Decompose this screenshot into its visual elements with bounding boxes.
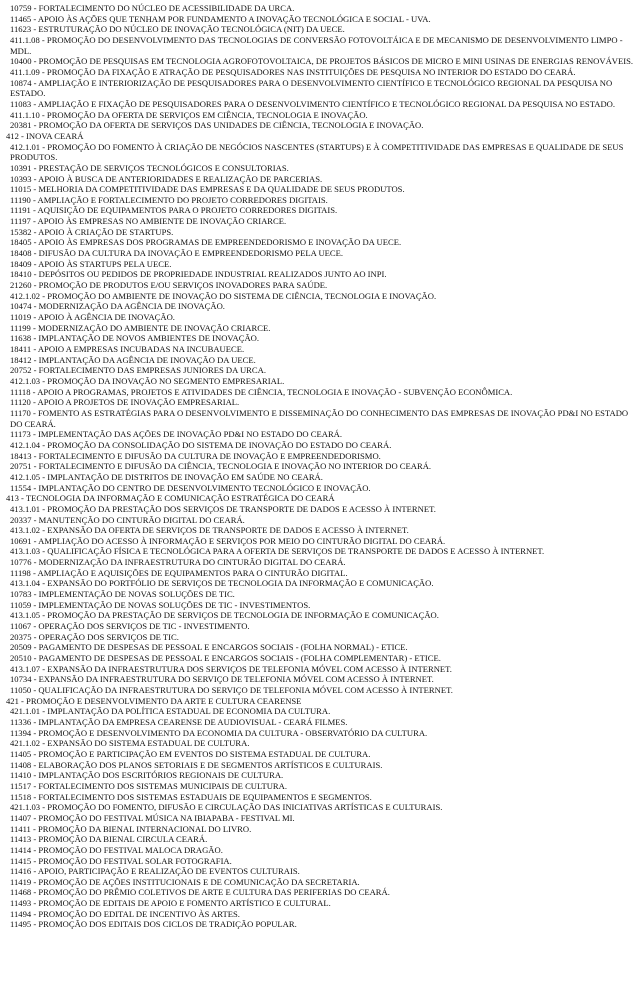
budget-line-item: 11517 - FORTALECIMENTO DOS SISTEMAS MUNICIPAIS DE CULTURA. <box>10 780 288 791</box>
budget-line-item: 413.1.04 - EXPANSÃO DO PORTFÓLIO DE SERVIÇOS DE TECNOLOGIA DA INFORMAÇÃO E COMUNICAÇÃO. <box>10 578 434 589</box>
budget-line-item: 21260 - PROMOÇÃO DE PRODUTOS E/OU SERVIÇOS INOVADORES PARA SAÚDE. <box>10 280 328 291</box>
budget-line-item: 11394 - PROMOÇÃO E DESENVOLVIMENTO DA ECONOMIA DA CULTURA - OBSERVATÓRIO DA CULTURA. <box>10 727 428 738</box>
budget-line-item: 11197 - APOIO ÀS EMPRESAS NO AMBIENTE DE INOVAÇÃO CRIARCE. <box>10 216 287 227</box>
budget-line-item: 18413 - FORTALECIMENTO E DIFUSÃO DA CULTURA DE INOVAÇÃO E EMPREENDEDORISMO. <box>10 450 381 461</box>
budget-line-item: 10874 - AMPLIAÇÃO E INTERIORIZAÇÃO DE PESQUISADORES PARA O DESENVOLVIMENTO CIENTÍFICO E TECNOLÓGICO REGIONAL DA PESQUISA NO ESTADO. <box>10 77 613 99</box>
budget-line-item: 11199 - MODERNIZAÇÃO DO AMBIENTE DE INOVAÇÃO CRIARCE. <box>10 322 271 333</box>
budget-line-item: 11059 - IMPLEMENTAÇÃO DE NOVAS SOLUÇÕES DE TIC - INVESTIMENTOS. <box>10 599 311 610</box>
budget-line-item: 20337 - MANUTENÇÃO DO CINTURÃO DIGITAL DO CEARÁ. <box>10 514 245 525</box>
budget-line-item: 10691 - AMPLIAÇÃO DO ACESSO À INFORMAÇÃO E SERVIÇOS POR MEIO DO CINTURÃO DIGITAL DO CEARÁ. <box>10 535 446 546</box>
budget-line-item: 11638 - IMPLANTAÇÃO DE NOVOS AMBIENTES DE INOVAÇÃO. <box>10 333 260 344</box>
budget-line-item: 18411 - APOIO A EMPRESAS INCUBADAS NA INCUBAUECE. <box>10 344 245 354</box>
budget-line-item: 10474 - MODERNIZAÇÃO DA AGÊNCIA DE INOVAÇÃO. <box>10 301 225 312</box>
budget-line-item: 11120 - APOIO A PROJETOS DE INOVAÇÃO EMPRESARIAL. <box>10 397 240 408</box>
budget-line-item: 20752 - FORTALECIMENTO DAS EMPRESAS JUNIORES DA URCA. <box>10 365 266 376</box>
budget-line-item: 421.1.01 - IMPLANTAÇÃO DA POLÍTICA ESTADUAL DE ECONOMIA DA CULTURA. <box>10 706 331 717</box>
budget-line-item: 11015 - MELHORIA DA COMPETITIVIDADE DAS EMPRESAS E DA QUALIDADE DE SEUS PRODUTOS. <box>10 184 405 195</box>
budget-line-item: 11495 - PROMOÇÃO DOS EDITAIS DOS CICLOS DE TRADIÇÃO POPULAR. <box>10 919 297 930</box>
program-heading: 412 - INOVA CEARÁ <box>6 130 84 141</box>
budget-line-item: 10734 - EXPANSÃO DA INFRAESTRUTURA DO SERVIÇO DE TELEFONIA MÓVEL COM ACESSO À INTERNET. <box>10 674 434 685</box>
budget-line-item: 11118 - APOIO A PROGRAMAS, PROJETOS E ATIVIDADES DE CIÊNCIA, TECNOLOGIA E INOVAÇÃO - SUBVENÇÃO ECONÔMICA. <box>10 386 513 397</box>
budget-line-item: 11170 - FOMENTO AS ESTRATÉGIAS PARA O DESENVOLVIMENTO E DISSEMINAÇÃO DO CONHECIMENTO DAS EMPRESAS DE INOVAÇÃO PD&I NO ESTADO DO CEARÁ. <box>10 407 629 429</box>
budget-line-item: 412.1.02 - PROMOÇÃO DO AMBIENTE DE INOVAÇÃO DO SISTEMA DE CIÊNCIA, TECNOLOGIA E INOVAÇÃO. <box>10 290 437 301</box>
budget-line-item: 412.1.01 - PROMOÇÃO DO FOMENTO À CRIAÇÃO DE NEGÓCIOS NASCENTES (STARTUPS) E À COMPETITIVIDADE DAS EMPRESAS E QUALIDADE DE SEUS PRODUTOS. <box>10 141 624 163</box>
budget-line-item: 11419 - PROMOÇÃO DE AÇÕES INSTITUCIONAIS E DE COMUNICAÇÃO DA SECRETARIA. <box>10 876 360 887</box>
budget-line-item: 11190 - AMPLIAÇÃO E FORTALECIMENTO DO PROJETO CORREDORES DIGITAIS. <box>10 194 328 205</box>
budget-line-item: 11465 - APOIO ÀS AÇÕES QUE TENHAM POR FUNDAMENTO A INOVAÇÃO TECNOLÓGICA E SOCIAL - UVA. <box>10 13 431 24</box>
budget-line-item: 18405 - APOIO ÀS EMPRESAS DOS PROGRAMAS DE EMPREENDEDORISMO E INOVAÇÃO DA UECE. <box>10 237 402 248</box>
budget-line-item: 20751 - FORTALECIMENTO E DIFUSÃO DA CIÊNCIA, TECNOLOGIA E INOVAÇÃO NO INTERIOR DO CEARÁ. <box>10 461 432 472</box>
budget-line-item: 413.1.07 - EXPANSÃO DA INFRAESTRUTURA DOS SERVIÇOS DE TELEFONIA MÓVEL COM ACESSO À INTERNET. <box>10 663 452 674</box>
budget-line-item: 11050 - QUALIFICAÇÃO DA INFRAESTRUTURA DO SERVIÇO DE TELEFONIA MÓVEL COM ACESSO À INTERNET. <box>10 685 453 695</box>
budget-line-item: 20510 - PAGAMENTO DE DESPESAS DE PESSOAL E ENCARGOS SOCIAIS - (FOLHA COMPLEMENTAR) - ETICE. <box>10 653 441 664</box>
budget-line-item: 11067 - OPERAÇÃO DOS SERVIÇOS DE TIC - INVESTIMENTO. <box>10 621 250 632</box>
budget-line-item: 10393 - APOIO À BUSCA DE ANTERIORIDADES E REALIZAÇÃO DE PARCERIAS. <box>10 173 323 184</box>
budget-line-item: 411.1.08 - PROMOÇÃO DO DESENVOLVIMENTO DAS TECNOLOGIAS DE CONVERSÃO FOTOVOLTÁICA E DE MECANISMO DE DESENVOLVIMENTO LIMPO - MDL. <box>10 34 623 56</box>
budget-line-item: 11413 - PROMOÇÃO DA BIENAL CIRCULA CEARÁ. <box>10 834 208 845</box>
budget-line-item: 11191 - AQUISIÇÃO DE EQUIPAMENTOS PARA O PROJETO CORREDORES DIGITAIS. <box>10 205 338 216</box>
budget-line-item: 11554 - IMPLANTAÇÃO DO CENTRO DE DESENVOLVIMENTO TECNOLÓGICO E INOVAÇÃO. <box>10 482 371 493</box>
budget-line-item: 412.1.05 - IMPLANTAÇÃO DE DISTRITOS DE INOVAÇÃO EM SAÚDE NO CEARÁ. <box>10 471 323 482</box>
budget-line-item: 412.1.04 - PROMOÇÃO DA CONSOLIDAÇÃO DO SISTEMA DE INOVAÇÃO DO ESTADO DO CEARÁ. <box>10 439 392 450</box>
budget-line-item: 413.1.01 - PROMOÇÃO DA PRESTAÇÃO DOS SERVIÇOS DE TRANSPORTE DE DADOS E ACESSO À INTERNET. <box>10 503 436 514</box>
budget-line-item: 18409 - APOIO ÀS STARTUPS PELA UECE. <box>10 258 172 269</box>
budget-line-item: 11336 - IMPLANTAÇÃO DA EMPRESA CEARENSE DE AUDIOVISUAL - CEARÁ FILMES. <box>10 716 348 727</box>
budget-line-item: 10391 - PRESTAÇÃO DE SERVIÇOS TECNOLÓGICOS E CONSULTORIAS. <box>10 162 289 173</box>
budget-line-item: 15382 - APOIO À CRIAÇÃO DE STARTUPS. <box>10 226 174 237</box>
budget-line-item: 11494 - PROMOÇÃO DO EDITAL DE INCENTIVO ÀS ARTES. <box>10 908 240 919</box>
budget-line-item: 11405 - PROMOÇÃO E PARTICIPAÇÃO EM EVENTOS DO SISTEMA ESTADUAL DE CULTURA. <box>10 748 371 759</box>
budget-line-item: 413.1.02 - EXPANSÃO DA OFERTA DE SERVIÇOS DE TRANSPORTE DE DADOS E ACESSO À INTERNET. <box>10 525 409 536</box>
budget-line-item: 411.1.10 - PROMOÇÃO DA OFERTA DE SERVIÇOS EM CIÊNCIA, TECNOLOGIA E INOVAÇÃO. <box>10 109 368 120</box>
budget-line-item: 18408 - DIFUSÃO DA CULTURA DA INOVAÇÃO E EMPREENDEDORISMO PELA UECE. <box>10 248 344 259</box>
budget-line-item: 11198 - AMPLIAÇÃO E AQUISIÇÕES DE EQUIPAMENTOS PARA O CINTURÃO DIGITAL. <box>10 567 348 578</box>
budget-line-item: 11493 - PROMOÇÃO DE EDITAIS DE APOIO E FOMENTO ARTÍSTICO E CULTURAL. <box>10 898 331 909</box>
budget-line-item: 10783 - IMPLEMENTAÇÃO DE NOVAS SOLUÇÕES DE TIC. <box>10 589 235 600</box>
budget-line-item: 413.1.03 - QUALIFICAÇÃO FÍSICA E TECNOLÓGICA PARA A OFERTA DE SERVIÇOS DE TRANSPORTE DE DADOS E ACESSO À INTERNET. <box>10 546 545 557</box>
budget-line-item: 10759 - FORTALECIMENTO DO NÚCLEO DE ACESSIBILIDADE DA URCA. <box>10 3 295 13</box>
program-heading: 421 - PROMOÇÃO E DESENVOLVIMENTO DA ARTE E CULTURA CEARENSE <box>6 695 302 706</box>
budget-line-item: 18412 - IMPLANTAÇÃO DA AGÊNCIA DE INOVAÇÃO DA UECE. <box>10 354 256 365</box>
budget-line-item: 413.1.05 - PROMOÇÃO DA PRESTAÇÃO DE SERVIÇOS DE TECNOLOGIA DE INFORMAÇÃO E COMUNICAÇÃO. <box>10 610 439 621</box>
budget-line-item: 11415 - PROMOÇÃO DO FESTIVAL SOLAR FOTOGRAFIA. <box>10 855 232 866</box>
budget-line-item: 10400 - PROMOÇÃO DE PESQUISAS EM TECNOLOGIA AGROFOTOVOLTAICA, DE PROJETOS BÁSICOS DE MICRO E MINI USINAS DE ENERGIAS RENOVÁVEIS. <box>10 56 634 67</box>
budget-line-item: 18410 - DEPÓSITOS OU PEDIDOS DE PROPRIEDADE INDUSTRIAL REALIZADOS JUNTO AO INPI. <box>10 269 387 280</box>
budget-line-item: 421.1.02 - EXPANSÃO DO SISTEMA ESTADUAL DE CULTURA. <box>10 738 250 749</box>
budget-line-item: 11411 - PROMOÇÃO DA BIENAL INTERNACIONAL DO LIVRO. <box>10 823 252 834</box>
budget-line-item: 11518 - FORTALECIMENTO DOS SISTEMAS ESTADUAIS DE EQUIPAMENTOS E SEGMENTOS. <box>10 791 372 802</box>
budget-line-item: 20375 - OPERAÇÃO DOS SERVIÇOS DE TIC. <box>10 631 179 642</box>
budget-line-item: 411.1.09 - PROMOÇÃO DA FIXAÇÃO E ATRAÇÃO DE PESQUISADORES NAS INSTITUIÇÕES DE PESQUISA NO INTERIOR DO ESTADO DO CEARÁ. <box>10 66 576 77</box>
budget-line-item: 421.1.03 - PROMOÇÃO DO FOMENTO, DIFUSÃO E CIRCULAÇÃO DAS INICIATIVAS ARTÍSTICAS E CULTURAIS. <box>10 802 443 813</box>
budget-line-item: 11407 - PROMOÇÃO DO FESTIVAL MÚSICA NA IBIAPABA - FESTIVAL MI. <box>10 812 295 823</box>
budget-line-item: 20509 - PAGAMENTO DE DESPESAS DE PESSOAL E ENCARGOS SOCIAIS - (FOLHA NORMAL) - ETICE. <box>10 642 408 653</box>
budget-line-item: 11468 - PROMOÇÃO DO PRÊMIO COLETIVOS DE ARTE E CULTURA DAS PERIFERIAS DO CEARÁ. <box>10 887 390 898</box>
program-heading: 413 - TECNOLOGIA DA INFORMAÇÃO E COMUNICAÇÃO ESTRATÉGICA DO CEARÁ <box>6 493 335 504</box>
budget-line-item: 11623 - ESTRUTURAÇÃO DO NÚCLEO DE INOVAÇÃO TECNOLÓGICA (NIT) DA UECE. <box>10 24 345 35</box>
budget-line-item: 10776 - MODERNIZAÇÃO DA INFRAESTRUTURA DO CINTURÃO DIGITAL DO CEARÁ. <box>10 557 346 568</box>
budget-line-item: 11416 - APOIO, PARTICIPAÇÃO E REALIZAÇÃO DE EVENTOS CULTURAIS. <box>10 866 300 877</box>
budget-line-item: 11410 - IMPLANTAÇÃO DOS ESCRITÓRIOS REGIONAIS DE CULTURA. <box>10 770 284 781</box>
budget-line-item: 11019 - APOIO À AGÊNCIA DE INOVAÇÃO. <box>10 312 175 323</box>
budget-line-item: 11173 - IMPLEMENTAÇÃO DAS AÇÕES DE INOVAÇÃO PD&I NO ESTADO DO CEARÁ. <box>10 429 343 440</box>
budget-line-item: 20381 - PROMOÇÃO DA OFERTA DE SERVIÇOS DAS UNIDADES DE CIÊNCIA, TECNOLOGIA E INOVAÇÃO. <box>10 120 424 131</box>
budget-line-item: 11414 - PROMOÇÃO DO FESTIVAL MALOCA DRAGÃO. <box>10 844 223 855</box>
budget-line-item: 412.1.03 - PROMOÇÃO DA INOVAÇÃO NO SEGMENTO EMPRESARIAL. <box>10 375 285 386</box>
budget-line-item: 11083 - AMPLIAÇÃO E FIXAÇÃO DE PESQUISADORES PARA O DESENVOLVIMENTO CIENTÍFICO E TECNOLÓGICO REGIONAL DA PESQUISA NO ESTADO. <box>10 98 616 109</box>
budget-line-item: 11408 - ELABORAÇÃO DOS PLANOS SETORIAIS E DE SEGMENTOS ARTÍSTICOS E CULTURAIS. <box>10 759 383 770</box>
